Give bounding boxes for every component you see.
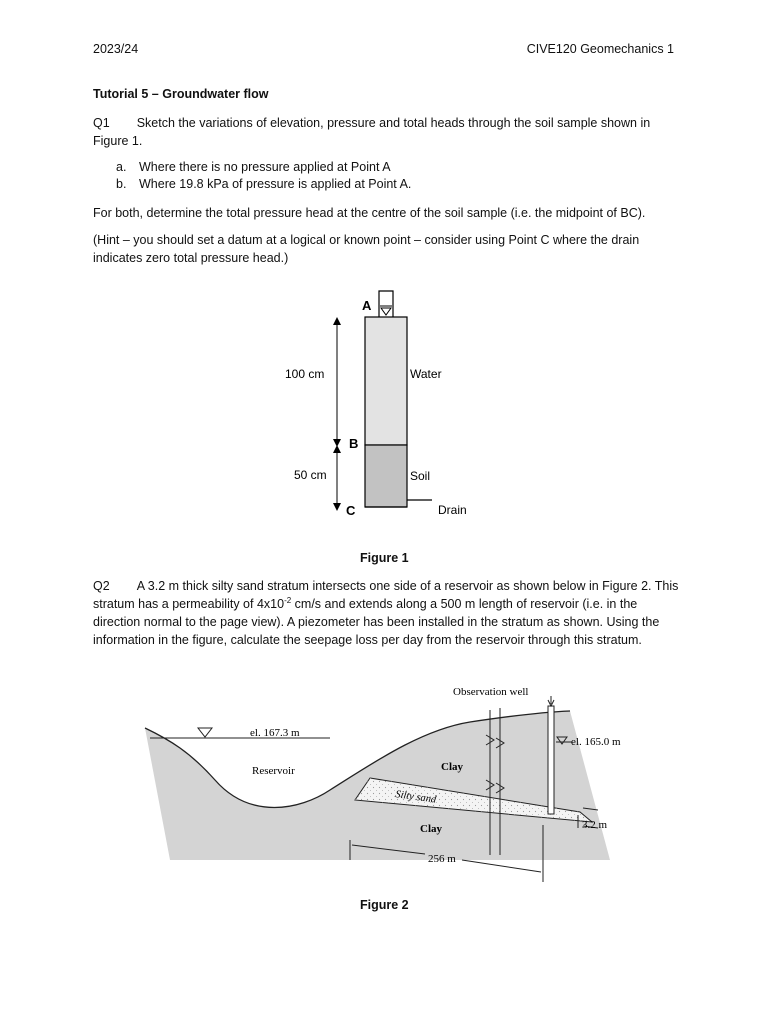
el-left-label: el. 167.3 m: [250, 727, 300, 739]
header-year: 2023/24: [93, 42, 139, 56]
dim-100-label: 100 cm: [285, 367, 325, 381]
arrow-up-icon: [333, 445, 341, 453]
q2-text-pre: A 3.2 m thick silty sand stratum intersects one side of a reservoir as shown below in Figure 2. This stratum has a permeability of 4x10: [93, 579, 679, 611]
q1-para2: For both, determine the total pressure head at the centre of the soil sample (i.e. the midpoint of BC).: [93, 206, 646, 220]
arrow-down-icon: [333, 503, 341, 511]
label-a: A: [362, 298, 372, 313]
observation-well: [548, 706, 554, 814]
figure-2-diagram: [0, 670, 768, 900]
header-course: CIVE120 Geomechanics 1: [526, 42, 674, 56]
water-level-icon: [381, 308, 391, 315]
water-column: [365, 317, 407, 445]
observation-well-label: Observation well: [453, 686, 529, 698]
q2-number: Q2: [93, 579, 110, 593]
q2-paragraph: [93, 577, 683, 649]
arrow-up-icon: [333, 317, 341, 325]
water-label: Water: [410, 367, 442, 381]
q2-exponent: -2: [284, 595, 292, 605]
dim-50-label: 50 cm: [294, 468, 327, 482]
water-level-icon: [198, 728, 212, 737]
q1-item-b-text: Where 19.8 kPa of pressure is applied at Point A.: [139, 177, 412, 191]
q1-item-a-marker: a.: [116, 160, 127, 174]
dim-256-line-right: [462, 860, 541, 872]
reservoir-label: Reservoir: [252, 765, 295, 777]
thickness-label: 3.2 m: [582, 819, 608, 831]
figure-1-caption: Figure 1: [360, 551, 409, 565]
figure-2-caption: Figure 2: [360, 898, 409, 912]
clay-bottom-label: Clay: [420, 823, 442, 835]
soil-column: [365, 445, 407, 507]
standpipe: [379, 291, 393, 317]
silty-sand-label: Silty sand: [394, 789, 437, 806]
q1-text: Sketch the variations of elevation, pressure and total heads through the soil sample shown in Figure 1.: [93, 116, 651, 148]
label-c: C: [346, 503, 356, 518]
tutorial-title: Tutorial 5 – Groundwater flow: [93, 87, 269, 101]
dist-label: 256 m: [428, 853, 456, 865]
soil-label: Soil: [410, 469, 431, 483]
clay-top-label: Clay: [441, 761, 463, 773]
q2-text-post: cm/s and extends along a 500 m length of reservoir (i.e. in the direction normal to the page view). A piezometer has been installed in the stratum as shown. Using the information in the figure, calculate the seepage loss per day from the reservoir through this stratum.: [93, 597, 660, 647]
q1-item-a-text: Where there is no pressure applied at Point A: [139, 160, 391, 174]
label-b: B: [349, 436, 359, 451]
q1-item-b-marker: b.: [116, 177, 127, 191]
q1-hint: (Hint – you should set a datum at a logical or known point – consider using Point C where the drain indicates zero total pressure head.): [93, 233, 640, 265]
q1-number: Q1: [93, 116, 110, 130]
drain-label: Drain: [438, 503, 467, 517]
el-right-label: el. 165.0 m: [571, 736, 621, 748]
